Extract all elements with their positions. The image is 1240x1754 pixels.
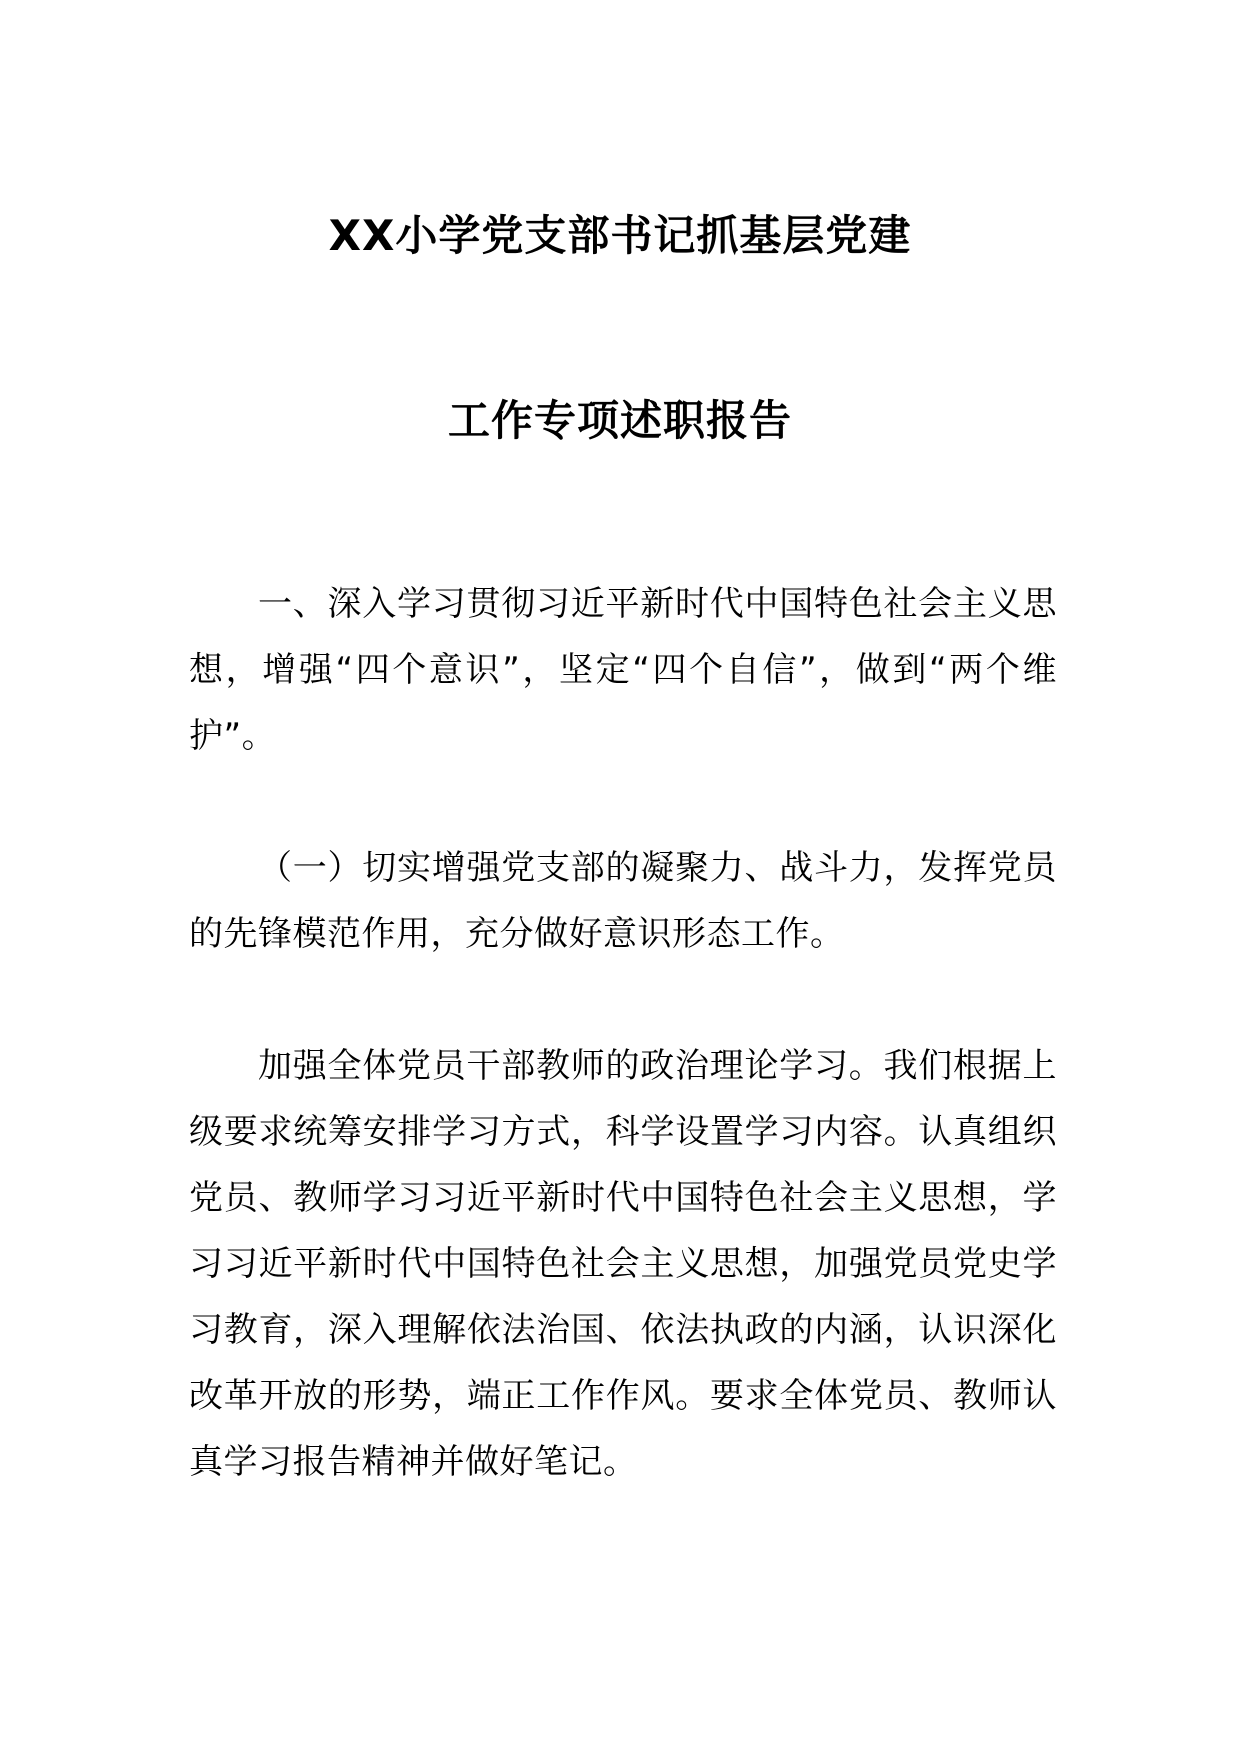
body-paragraph: 加强全体党员干部教师的政治理论学习。我们根据上级要求统筹安排学习方式，科学设置学习内容。认真组织党员、教师学习习近平新时代中国特色社会主义思想，学习习近平新时代中国特色社会主义思想，加强党员党史学习教育，深入理解依法治国、依法执政的内涵，认识深化改革开放的形势，端正工作作风。要求全体党员、教师认真学习报告精神并做好笔记。 (189, 1046, 1057, 1482)
document-title-line-1: XX小学党支部书记抓基层党建 (328, 211, 912, 260)
section-heading-1: 一、深入学习贯彻习近平新时代中国特色社会主义思想，增强“四个意识”，坚定“四个自信”，做到“两个维护”。 (189, 584, 1057, 756)
subsection-heading-1: （一）切实增强党支部的凝聚力、战斗力，发挥党员的先锋模范作用，充分做好意识形态工作。 (189, 848, 1057, 954)
document-title-line-2: 工作专项述职报告 (447, 396, 792, 445)
document-body (189, 571, 1057, 1561)
